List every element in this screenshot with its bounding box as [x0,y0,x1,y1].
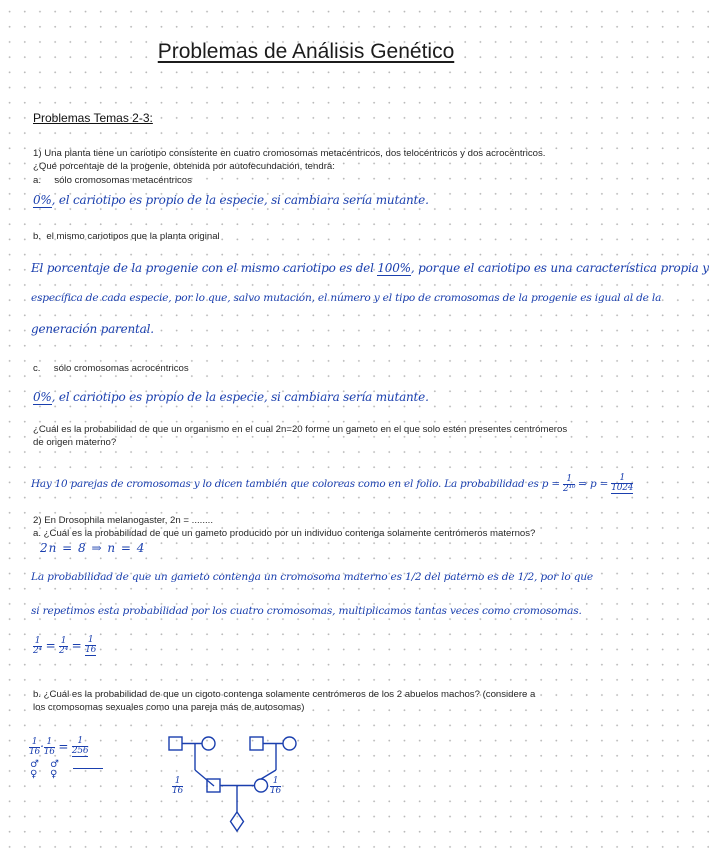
pedigree-grandfather-paternal [169,737,182,750]
q2a-question: a. ¿Cuál es la probabilidad de que un gameto producido por un individuo contenga solamente centrómeros maternos? [33,528,536,539]
q2b-sex-marks-right: ♂ ♀ [50,759,59,780]
q1a-label: a. [33,175,42,186]
q1b-answer-percent: 100% [377,261,411,275]
pedigree-grandmother-maternal [283,737,296,750]
q2a-calculation [33,636,96,656]
q1a-answer-text: , el cariotipo es propio de la especie, si cambiara sería mutante. [51,193,429,207]
q1b-answer-line1 [31,261,709,275]
q1a-text: sólo cromosomas metacéntricos [54,175,192,186]
pedigree-zygote [231,812,244,831]
q1c-label: c. [33,363,41,374]
pedigree-fraction-right: $\frac{1}{16}$ [270,776,282,796]
q1a-handwritten-answer [33,193,429,207]
q2a-equals-2: = [71,638,82,653]
pedigree-grandfather-maternal [250,737,263,750]
q1d-question-line2: de origen materno? [33,437,117,448]
q2a-fraction-2: $\frac{1}{\text{2⁴}}$ [59,635,68,656]
q1c-text: sólo cromosomas acrocéntricos [53,363,189,374]
q1b-answer-line2: específica de cada especie, por lo que, salvo mutación, el número y el tipo de cromosomas de la progenie es igual al de la [31,292,662,304]
q1c-answer-text: , el cariotipo es propio de la especie, si cambiara sería mutante. [51,390,429,404]
q2b-question-line2: los cromosomas sexuales como una pareja más de autosomas) [33,702,305,713]
q2a-equals-1: = [45,638,56,653]
pedigree-fraction-left: $\frac{1}{16}$ [172,776,184,796]
q2b-fraction-1: $\frac{1}{16}$ [29,736,41,757]
q1b-text: el mismo cariotipos que la planta original [46,231,220,242]
q2a-answer-line1: La probabilidad de que un gameto contenga un cromosoma materno es 1/2 del paterno es de 1/2, por lo que [31,571,593,583]
q1-statement-line2: ¿Qué porcentaje de la progenie, obtenida por autofecundación, tendrá: [33,161,335,172]
q1d-fraction-2: $\frac{1}{1024}$ [611,473,634,493]
q1b-label: b. [33,231,42,242]
section-subtitle: Problemas Temas 2-3: [33,111,153,125]
pedigree-mother [255,779,268,792]
q1a-answer-percent: 0% [33,193,52,207]
q1d-arrow: ⇒ p = [575,478,612,490]
q1b-question [33,230,220,243]
q2b-multiply: · [40,739,44,754]
q1c-handwritten-answer [33,390,429,404]
q1b-answer-line3: generación parental. [31,322,154,336]
q2a-answer-line2: si repetimos esta probabilidad por los cuatro cromosomas, multiplicamos tantas veces como cromosomas. [31,605,582,617]
q1d-answer-text: Hay 10 parejas de cromosomas y lo dicen también que coloreas como en el folio. La probabilidad es p = [31,478,563,490]
pedigree-link-left [195,770,214,786]
q1b-answer-1b: , porque el cariotipo es una característica propia y [410,261,709,275]
pedigree-grandmother-paternal [202,737,215,750]
q1d-handwritten-answer [31,474,633,494]
q2b-question-line1: b. ¿Cuál es la probabilidad de que un cigoto contenga solamente centrómeros de los 2 abuelos machos? (considere a [33,689,536,700]
q2b-calculation [29,737,88,757]
q2b-sex-marks-left: ♂ ♀ [30,759,39,780]
q1c-answer-percent: 0% [33,390,52,404]
q1d-fraction-1: $\frac{1}{\text{2¹⁰}}$ [562,473,576,494]
q1-statement-line1: 1) Una planta tiene un cariotipo consistente en cuatro cromosomas metacéntricos, dos telocéntricos y dos acrocéntricos. [33,148,546,159]
q2b-equals: = [58,739,69,754]
q1b-answer-1a: El porcentaje de la progenie con el mismo cariotipo es del [31,261,378,275]
q2a-fraction-3: $\frac{1}{16}$ [85,635,97,655]
q1d-question-line1: ¿Cuál es la probabilidad de que un organismo en el cual 2n=20 forme un gameto en el que solo estén presentes centrómeros [33,424,568,435]
q2b-fraction-3: $\frac{1}{256}$ [71,736,89,756]
q2a-fraction-1: $\frac{1}{\text{2⁴}}$ [33,635,42,656]
q2b-result-underline [73,768,103,769]
q2b-fraction-2: $\frac{1}{16}$ [43,736,55,757]
page-title: Problemas de Análisis Genético [157,40,455,63]
q2a-chromosome-note: 2n = 8 ⇒ n = 4 [40,541,146,555]
q1c-question [33,362,189,375]
q2-header: 2) En Drosophila melanogaster, 2n = ........ [33,515,213,526]
q1a-question [33,174,192,187]
